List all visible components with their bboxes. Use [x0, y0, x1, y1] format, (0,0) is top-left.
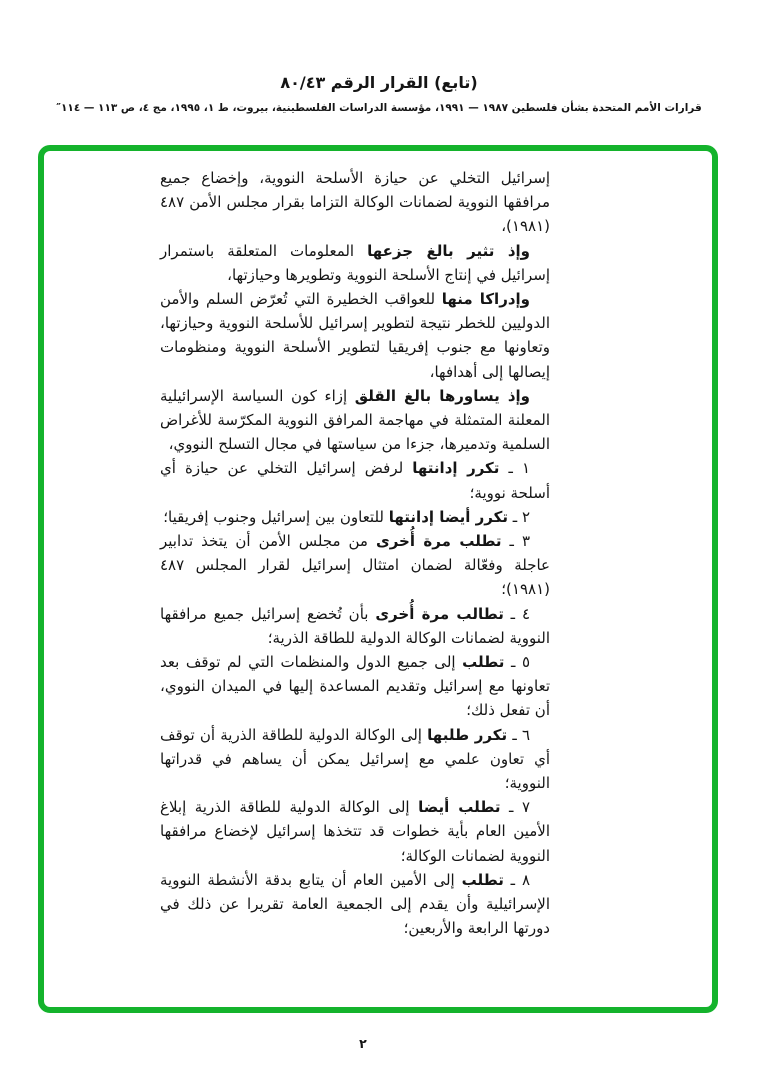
bold-run: وإدراكا منها [441, 290, 530, 309]
bold-run: تكرر إدانتها [412, 459, 500, 478]
bold-run: تطلب مرة أُخرى [375, 532, 502, 551]
paragraph [160, 384, 550, 457]
paragraph [160, 166, 550, 239]
text-run: ١ ـ [499, 459, 530, 478]
paragraph [160, 723, 550, 796]
paragraph [160, 529, 550, 602]
text-run: ٧ ـ [500, 798, 530, 817]
bold-run: تطالب مرة أُخرى [375, 604, 504, 623]
bold-run: وإذ يساورها بالغ القلق [354, 386, 530, 405]
text-run: إلى الوكالة الدولية للطاقة الذرية إبلاغ الأمين العام بأية خطوات قد تتخذها إسرائيل لإخضاع مرافقها النووية لضمانات الوكالة؛ [160, 798, 550, 865]
text-run: إلى جميع الدول والمنظمات التي لم توقف بعد تعاونها مع إسرائيل وتقديم المساعدة إليها في الميدان النووي، أن تفعل ذلك؛ [160, 653, 550, 720]
text-run: ٣ ـ [501, 532, 530, 551]
text-run: ٦ ـ [507, 725, 531, 744]
paragraph [160, 602, 550, 650]
text-run: لرفض إسرائيل التخلي عن حيازة أي أسلحة نووية؛ [160, 459, 550, 502]
text-run: من مجلس الأمن أن يتخذ تدابير عاجلة وفعّالة لضمان امتثال إسرائيل لقرار المجلس ٤٨٧ (١٩٨١)؛ [160, 532, 550, 599]
paragraph [160, 868, 550, 941]
page-number: ٢ [359, 1036, 367, 1051]
bold-run: تطلب [462, 653, 505, 672]
text-run: إلى الأمين العام أن يتابع بدقة الأنشطة النووية الإسرائيلية وأن يقدم إلى الجمعية العامة تقريرا عن ذلك في دورتها الرابعة والأربعين؛ [160, 870, 550, 938]
bold-run: تطلب [461, 870, 504, 889]
text-run: إلى الوكالة الدولية للطاقة الذرية أن توقف أي تعاون علمي مع إسرائيل يمكن أن يساهم في قدراتها النووية؛ [160, 725, 550, 793]
text-run: ٨ ـ [503, 870, 530, 889]
paragraph [160, 795, 550, 868]
bold-run: تكرر طلبها [427, 725, 508, 744]
paragraph [160, 505, 550, 529]
text-run: إزاء كون السياسة الإسرائيلية المعلنة المتمثلة في مهاجمة المرافق النووية المكرّسة للأغراض السلمية وتدميرها، جزءا من سياستها في مجال التسلح النووي، [160, 386, 550, 454]
bold-run: تطلب أيضا [418, 798, 501, 817]
bold-run: وإذ تثير بالغ جزعها [367, 241, 530, 260]
paragraph [160, 456, 550, 504]
text-run: بأن تُخضع إسرائيل جميع مرافقها النووية لضمانات الوكالة الدولية للطاقة الذرية؛ [160, 604, 550, 647]
paragraph [160, 287, 550, 384]
text-run: للتعاون بين إسرائيل وجنوب إفريقيا؛ [163, 507, 389, 526]
text-run: المعلومات المتعلقة باستمرار إسرائيل في إنتاج الأسلحة النووية وتطويرها وحيازتها، [160, 241, 550, 284]
bold-run: تكرر أيضا إدانتها [388, 507, 508, 526]
text-run: إسرائيل التخلي عن حيازة الأسلحة النووية، وإخضاع جميع مرافقها النووية لضمانات الوكالة التزاما بقرار مجلس الأمن ٤٨٧ (١٩٨١)، [160, 169, 550, 236]
text-run: للعواقب الخطيرة التي تُعرّض السلم والأمن الدوليين للخطر نتيجة لتطوير إسرائيل للأسلحة النووية وحيازتها، وتعاونها مع جنوب إفريقيا لتطوير الأسلحة النووية ومنظومات إيصالها إلى أهدافها، [160, 290, 550, 381]
text-run: ٥ ـ [504, 653, 530, 672]
source-citation: قرارات الأمم المتحدة بشأن فلسطين ١٩٨٧ — ١٩٩١، مؤسسة الدراسات الفلسطينية، بيروت، ط ١، ١٩٩٥، مج ٤، ص ١١٣ — ١١٤″ [56, 102, 702, 114]
text-run: ٤ ـ [503, 604, 530, 623]
text-run: ٢ ـ [508, 507, 530, 526]
resolution-title: (تابع) القرار الرقم ٨٠/٤٣ [280, 73, 478, 92]
paragraph [160, 650, 550, 723]
resolution-text [160, 166, 550, 941]
paragraph [160, 239, 550, 287]
